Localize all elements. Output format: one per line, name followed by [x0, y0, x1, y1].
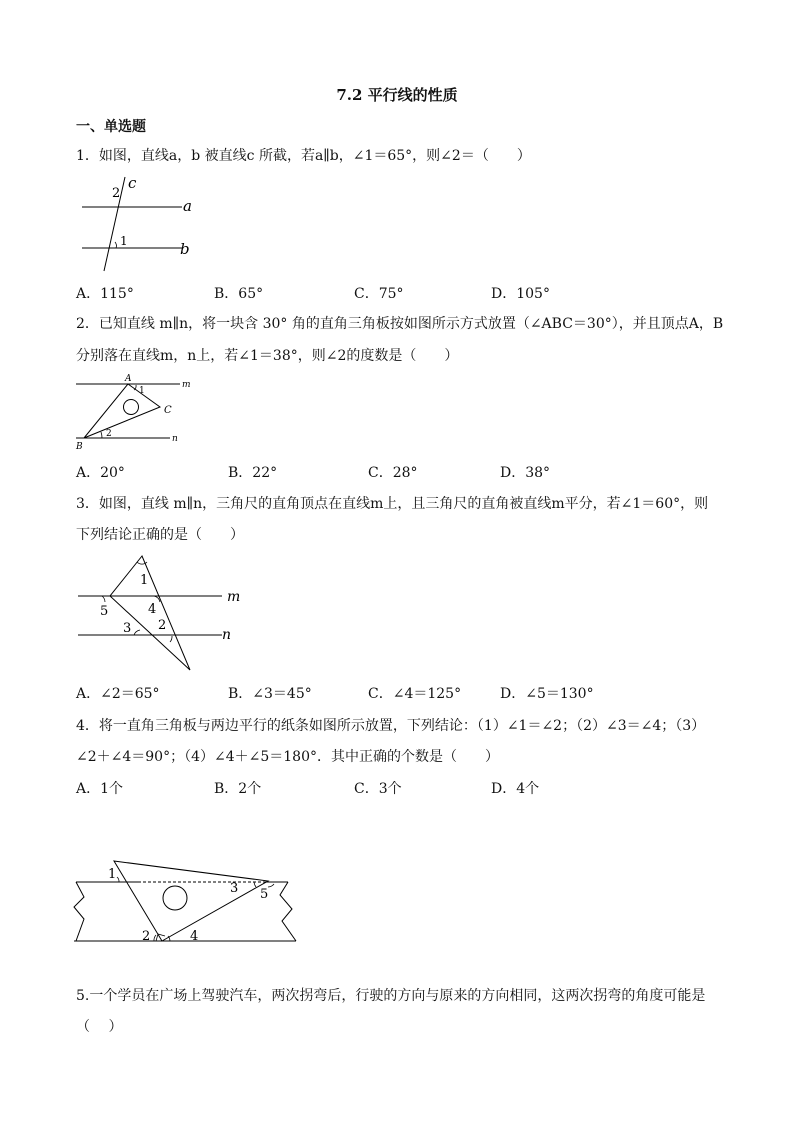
q1-option-d: D．105°	[491, 286, 550, 302]
fig2-label-C: C	[164, 405, 172, 416]
q4-option-b: B．2个	[214, 781, 262, 797]
question-5-text-line1: 5.一个学员在广场上驾驶汽车，两次拐弯后，行驶的方向与原来的方向相同，这两次拐弯的角度可能是	[76, 988, 706, 1004]
q4-option-a: A．1个	[76, 781, 124, 797]
fig4-angle-1: 1	[108, 867, 117, 882]
fig3-label-n: n	[222, 627, 232, 643]
fig3-angle-5: 5	[100, 604, 109, 619]
q3-option-c: C．∠4＝125°	[368, 686, 462, 702]
question-4-figure	[70, 855, 310, 950]
fig3-label-m: m	[227, 589, 241, 605]
fig1-label-c: c	[128, 174, 137, 192]
question-1-text: 1．如图，直线a，b 被直线c 所截，若a∥b，∠1＝65°，则∠2＝（ ）	[76, 148, 531, 164]
question-5-text-line2: （ ）	[76, 1019, 123, 1035]
question-4-text-line2: ∠2＋∠4＝90°；（4）∠4＋∠5＝180°．其中正确的个数是（ ）	[76, 749, 499, 765]
fig4-angle-3: 3	[230, 881, 239, 896]
question-2-text-line1: 2．已知直线 m∥n，将一块含 30° 角的直角三角板按如图所示方式放置（∠ABC＝30°），并且顶点A，B	[76, 316, 724, 332]
fig3-angle-1: 1	[140, 573, 149, 588]
fig2-label-n: n	[172, 434, 178, 444]
question-2-figure	[72, 372, 202, 452]
q3-option-b: B．∠3＝45°	[228, 686, 312, 702]
fig2-label-m: m	[182, 380, 191, 390]
fig1-label-b: b	[180, 240, 190, 258]
question-4-text-line1: 4．将一直角三角板与两边平行的纸条如图所示放置，下列结论：（1）∠1＝∠2；（2）∠3＝∠4；（3）	[76, 718, 706, 734]
q4-option-c: C．3个	[354, 781, 402, 797]
fig1-angle-1: 1	[120, 234, 128, 248]
fig4-angle-4: 4	[190, 929, 199, 944]
page-title: 7.2 平行线的性质	[336, 86, 458, 104]
fig1-angle-2: 2	[112, 186, 121, 201]
q4-option-d: D．4个	[491, 781, 540, 797]
fig4-angle-5: 5	[260, 887, 269, 902]
fig3-angle-3: 3	[123, 621, 132, 636]
q2-option-a: A．20°	[76, 465, 125, 481]
fig2-angle-2: 2	[106, 429, 112, 439]
question-1-figure	[76, 175, 206, 275]
fig2-angle-1: 1	[139, 386, 145, 396]
fig4-angle-2: 2	[142, 929, 151, 944]
question-3-figure	[74, 552, 254, 682]
question-2-text-line2: 分别落在直线m，n上，若∠1＝38°，则∠2的度数是（ ）	[76, 348, 459, 364]
q1-option-a: A．115°	[76, 286, 134, 302]
q1-option-c: C．75°	[354, 286, 404, 302]
q3-option-d: D．∠5＝130°	[500, 686, 594, 702]
section-heading: 一、单选题	[76, 119, 146, 135]
fig2-label-A: A	[125, 374, 132, 384]
q2-option-d: D．38°	[500, 465, 551, 481]
question-3-text-line2: 下列结论正确的是（ ）	[76, 527, 244, 543]
q2-option-b: B．22°	[228, 465, 278, 481]
fig3-angle-4: 4	[148, 602, 157, 617]
question-3-text-line1: 3．如图，直线 m∥n，三角尺的直角顶点在直线m上，且三角尺的直角被直线m平分，若∠1＝60°，则	[76, 496, 709, 512]
q3-option-a: A．∠2＝65°	[76, 686, 160, 702]
q2-option-c: C．28°	[368, 465, 418, 481]
q1-option-b: B．65°	[214, 286, 264, 302]
fig3-angle-2: 2	[158, 618, 167, 633]
fig2-label-B: B	[76, 442, 83, 452]
fig1-label-a: a	[183, 197, 192, 215]
